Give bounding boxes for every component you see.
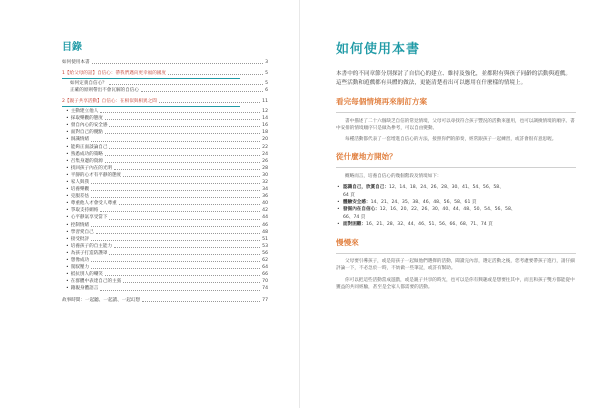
stage-pages: 14、21、24、35、38、46、48、56、58、61 頁 xyxy=(370,200,477,205)
toc-section-page: 5 xyxy=(265,71,268,77)
toc-entry-title: • 培養孩子的自主能力 xyxy=(66,243,112,250)
toc-entry-page: 77 xyxy=(262,297,268,303)
toc-entry-how-to-use[interactable] xyxy=(62,59,268,66)
toc-entry-page: 42 xyxy=(262,208,268,214)
toc-entry-page: 6 xyxy=(265,88,268,94)
stage-label: 面對困難： xyxy=(343,222,366,228)
toc-entry-page: 28 xyxy=(262,165,268,171)
toc-item[interactable] xyxy=(62,129,268,136)
toc-entry-title: • 發自內心的安全感 xyxy=(66,122,107,129)
toc-entry-title: • 採取樂觀的態度 xyxy=(66,115,103,122)
toc-entry-title: • 抵抗別人的嘲笑 xyxy=(66,271,103,278)
toc-entry-page: 56 xyxy=(262,250,268,256)
leader-dots xyxy=(109,125,260,127)
toc-entry-page: 48 xyxy=(262,229,268,235)
toc-entry-page: 14 xyxy=(262,116,268,122)
toc-entry-title: • 熟悉成功的策略 xyxy=(66,151,103,158)
leader-dots xyxy=(159,101,260,103)
toc-entry-page: 32 xyxy=(262,180,268,185)
list-item xyxy=(336,206,576,221)
toc-entry-title: • 能夠正面談論自己 xyxy=(66,144,107,151)
toc-item[interactable] xyxy=(62,200,268,207)
toc-item[interactable] xyxy=(62,214,268,221)
heading-rule xyxy=(336,112,576,113)
toc-entry-title: 如何定義自信心？ xyxy=(70,80,107,86)
toc-item[interactable] xyxy=(62,136,268,143)
heading-rule xyxy=(336,253,576,254)
leader-dots xyxy=(100,210,260,212)
toc-section-2 xyxy=(62,98,268,292)
toc-entry-page: 34 xyxy=(262,187,268,193)
toc-item[interactable] xyxy=(62,165,268,172)
stage-pages-cont: 64 頁 xyxy=(343,192,355,198)
toc-item[interactable] xyxy=(62,179,268,186)
toc-item-list xyxy=(62,108,268,292)
leader-dots xyxy=(91,182,260,184)
toc-entry-page: 3 xyxy=(265,60,268,65)
stage-pages: 16、21、28、32、44、46、51、56、66、68、71、74 頁 xyxy=(365,222,493,228)
toc-entry-page: 5 xyxy=(265,80,268,86)
toc-entry-story-time[interactable] xyxy=(62,297,268,304)
leader-dots xyxy=(92,62,263,64)
toc-entry-title: • 找回孩子內在的光明 xyxy=(66,165,112,172)
toc-entry-title: • 駕馭壓力 xyxy=(66,264,89,271)
list-item xyxy=(336,184,576,199)
toc-entry-title: • 想像成功 xyxy=(66,257,89,264)
toc-entry-page: 16 xyxy=(262,123,268,129)
toc-section-2-heading[interactable] xyxy=(62,98,268,105)
toc-item[interactable] xyxy=(62,122,268,129)
stage-label: 發掘內在自信心： xyxy=(343,207,380,213)
toc-entry-page: 46 xyxy=(262,222,268,228)
toc-entry-page: 40 xyxy=(262,201,268,207)
toc-item[interactable] xyxy=(62,158,268,165)
toc-entry-title: • 學習愛自己 xyxy=(66,229,94,236)
toc-entry-page: 22 xyxy=(262,144,268,150)
toc-entry-page: 26 xyxy=(262,158,268,164)
toc-entry-title: • 洞識情緒 xyxy=(66,136,89,143)
page-title: 如何使用本書 xyxy=(336,42,421,57)
leader-dots xyxy=(96,232,260,234)
leader-dots xyxy=(109,218,260,220)
toc-item[interactable] xyxy=(62,172,268,179)
stage-label: 認識自己，欣賞自己： xyxy=(343,185,389,191)
leader-dots xyxy=(109,253,260,255)
leader-dots xyxy=(91,196,260,198)
toc-item[interactable] xyxy=(62,151,268,158)
toc-entry-page: 70 xyxy=(262,279,268,285)
toc-entry-page: 74 xyxy=(262,286,268,292)
leader-dots xyxy=(105,161,260,163)
toc-entry-title: • 克服差怯 xyxy=(66,193,89,200)
leader-dots xyxy=(119,203,260,205)
leader-dots xyxy=(114,246,260,248)
stage-pages: 12、14、18、24、26、28、30、41、54、56、58、 xyxy=(388,185,504,191)
toc-section-1-heading[interactable] xyxy=(62,70,268,77)
toc-entry-page: 51 xyxy=(262,236,268,242)
body-paragraph: 概略而言，培養自信心的幾個階段及情境如下： xyxy=(345,173,442,179)
leader-dots xyxy=(109,83,263,85)
leader-dots xyxy=(141,90,263,92)
toc-item[interactable] xyxy=(62,186,268,193)
section-heading-where-to-start: 從什麼地方開始？ xyxy=(336,152,397,162)
toc-section-page: 11 xyxy=(262,99,268,105)
toc-entry-title: • 為孩子打造防護罩 xyxy=(66,250,107,257)
toc-entry-title: • 爭取支持網絡 xyxy=(66,207,98,214)
leader-dots xyxy=(91,140,260,142)
toc-item[interactable] xyxy=(62,115,268,122)
toc-entry-page: 44 xyxy=(262,215,268,221)
toc-item[interactable] xyxy=(62,250,268,257)
toc-item[interactable] xyxy=(62,264,268,271)
section-rule xyxy=(62,106,240,107)
toc-item[interactable] xyxy=(62,108,268,115)
toc-entry-title: • 控制情緒 xyxy=(66,222,89,229)
toc-entry-title: • 在群體中表達自己的主張 xyxy=(66,278,121,285)
toc-entry-page: 53 xyxy=(262,243,268,249)
toc-entry-page: 36 xyxy=(262,194,268,200)
section-rule xyxy=(62,78,240,79)
toc-title: 目錄 xyxy=(62,42,82,53)
toc-entry-page: 18 xyxy=(262,130,268,136)
toc-entry-page: 66 xyxy=(262,272,268,278)
intro-paragraph: 本書中的不同章節分別探討了自信心的建立、維持及強化，並都附有與孩子同齡的活動與遊戲。這些活動和遊戲都有具體的做法，更能清楚看出可以應用在什麼樣的情境上。 xyxy=(336,71,571,86)
leader-dots xyxy=(105,132,260,134)
toc-entry-title: 故事時間：一起聽、一起讀、一起幻想 xyxy=(62,297,141,303)
toc-item[interactable] xyxy=(62,193,268,200)
stage-list xyxy=(336,184,576,228)
body-paragraph: 你可以把這些活動當成遊戲，或是親子共享的時光，也可以是你有興趣或是想要往其中，而且和孩子雙方都能從中獲益的共同經驗，甚至是全家人都需要的活動。 xyxy=(336,277,575,290)
toc-entry-title: • 召集身邊的資源 xyxy=(66,158,103,165)
stage-label: 體驗安全感： xyxy=(343,200,371,205)
leader-dots xyxy=(100,289,260,291)
leader-dots xyxy=(91,189,260,191)
toc-item[interactable] xyxy=(62,144,268,151)
leader-dots xyxy=(142,300,260,302)
body-paragraph: 每種活動都代表了一套增進自信心的方法，接照你們的節奏，經常跟孩子一起練習，或許會很有意思喔。 xyxy=(345,137,557,143)
toc-entry-title: • 心平靜氣享受當下 xyxy=(66,214,107,221)
leader-dots xyxy=(105,274,260,276)
toc-entry-page: 12 xyxy=(262,109,268,115)
toc-entry-title: • 平靜的心才有平靜的態度 xyxy=(66,172,121,179)
toc-section-title: 1【給父母的話】自信心：帶我們邁向更幸福的國度 xyxy=(62,71,166,77)
toc-entry-title: • 接受批評 xyxy=(66,236,89,243)
toc-item[interactable] xyxy=(62,257,268,264)
toc-entry-title: 正確的原則帶出不會瓦解的自信心 xyxy=(70,88,139,94)
toc-entry-title: • 主動建立他人 xyxy=(66,108,98,115)
leader-dots xyxy=(168,73,263,75)
how-to-use-page xyxy=(300,0,600,408)
toc-entry-title: • 面對自己的優點 xyxy=(66,129,103,136)
toc-sub-entry[interactable] xyxy=(62,87,268,94)
toc-section-title: 2【親子共享活動】自信心：在相似與相異之間 xyxy=(62,99,157,105)
heading-rule xyxy=(336,167,576,168)
toc-item[interactable] xyxy=(62,271,268,278)
leader-dots xyxy=(123,281,260,283)
toc-entry-title: 如何使用本書 xyxy=(62,60,90,65)
stage-pages-cont: 66、74 頁 xyxy=(343,214,366,220)
body-paragraph: 書中描述了二十六個缺乏自信的常見情境，父母可以尋找符合孩子豐況的活動來運用，也可以調換情境的順序。書中安排的情境順序只是做為參考，可以自由變動。 xyxy=(336,118,575,131)
toc-entry-title: • 培養樂觀 xyxy=(66,186,89,193)
leader-dots xyxy=(91,267,260,269)
leader-dots xyxy=(91,225,260,227)
toc-item[interactable] xyxy=(62,243,268,250)
toc-entry-page: 64 xyxy=(262,265,268,271)
toc-entry-title: • 尊重他人才會受人尊重 xyxy=(66,200,117,207)
toc-entry-page: 24 xyxy=(262,151,268,157)
toc-sub-entry[interactable] xyxy=(62,80,268,87)
list-item xyxy=(336,221,576,228)
leader-dots xyxy=(109,147,260,149)
leader-dots xyxy=(91,260,260,262)
stage-pages: 12、16、20、22、26、30、40、44、48、50、54、56、58、 xyxy=(379,207,516,213)
toc-entry-title: • 籍親身體語言 xyxy=(66,285,98,292)
toc-entry-page: 30 xyxy=(262,172,268,178)
toc-section-1 xyxy=(62,70,268,94)
leader-dots xyxy=(123,175,260,177)
leader-dots xyxy=(100,111,260,113)
leader-dots xyxy=(91,239,260,241)
leader-dots xyxy=(114,168,260,170)
section-heading-take-it-slow: 慢慢來 xyxy=(336,237,359,247)
body-paragraph: 父母要引導孩子，或是陪孩子一起做他們選擇的活動，聞讀完內容，選定活動之後，您考慮要帶孩子進行，請仔細評論一下，不必急於一時，不妨做一些筆記，或許有幫助。 xyxy=(336,259,575,272)
toc-item[interactable] xyxy=(62,236,268,243)
toc-item[interactable] xyxy=(62,285,268,292)
leader-dots xyxy=(105,118,260,120)
toc-entry-page: 20 xyxy=(262,137,268,143)
toc-item[interactable] xyxy=(62,207,268,214)
toc-item[interactable] xyxy=(62,222,268,229)
leader-dots xyxy=(105,154,260,156)
toc-item[interactable] xyxy=(62,278,268,285)
toc-entry-page: 62 xyxy=(262,258,268,264)
toc-entry-title: • 家人與我 xyxy=(66,179,89,186)
list-item xyxy=(336,199,576,206)
section-heading-scenarios: 看完每個情境再來制訂方案 xyxy=(336,97,428,107)
toc-item[interactable] xyxy=(62,229,268,236)
